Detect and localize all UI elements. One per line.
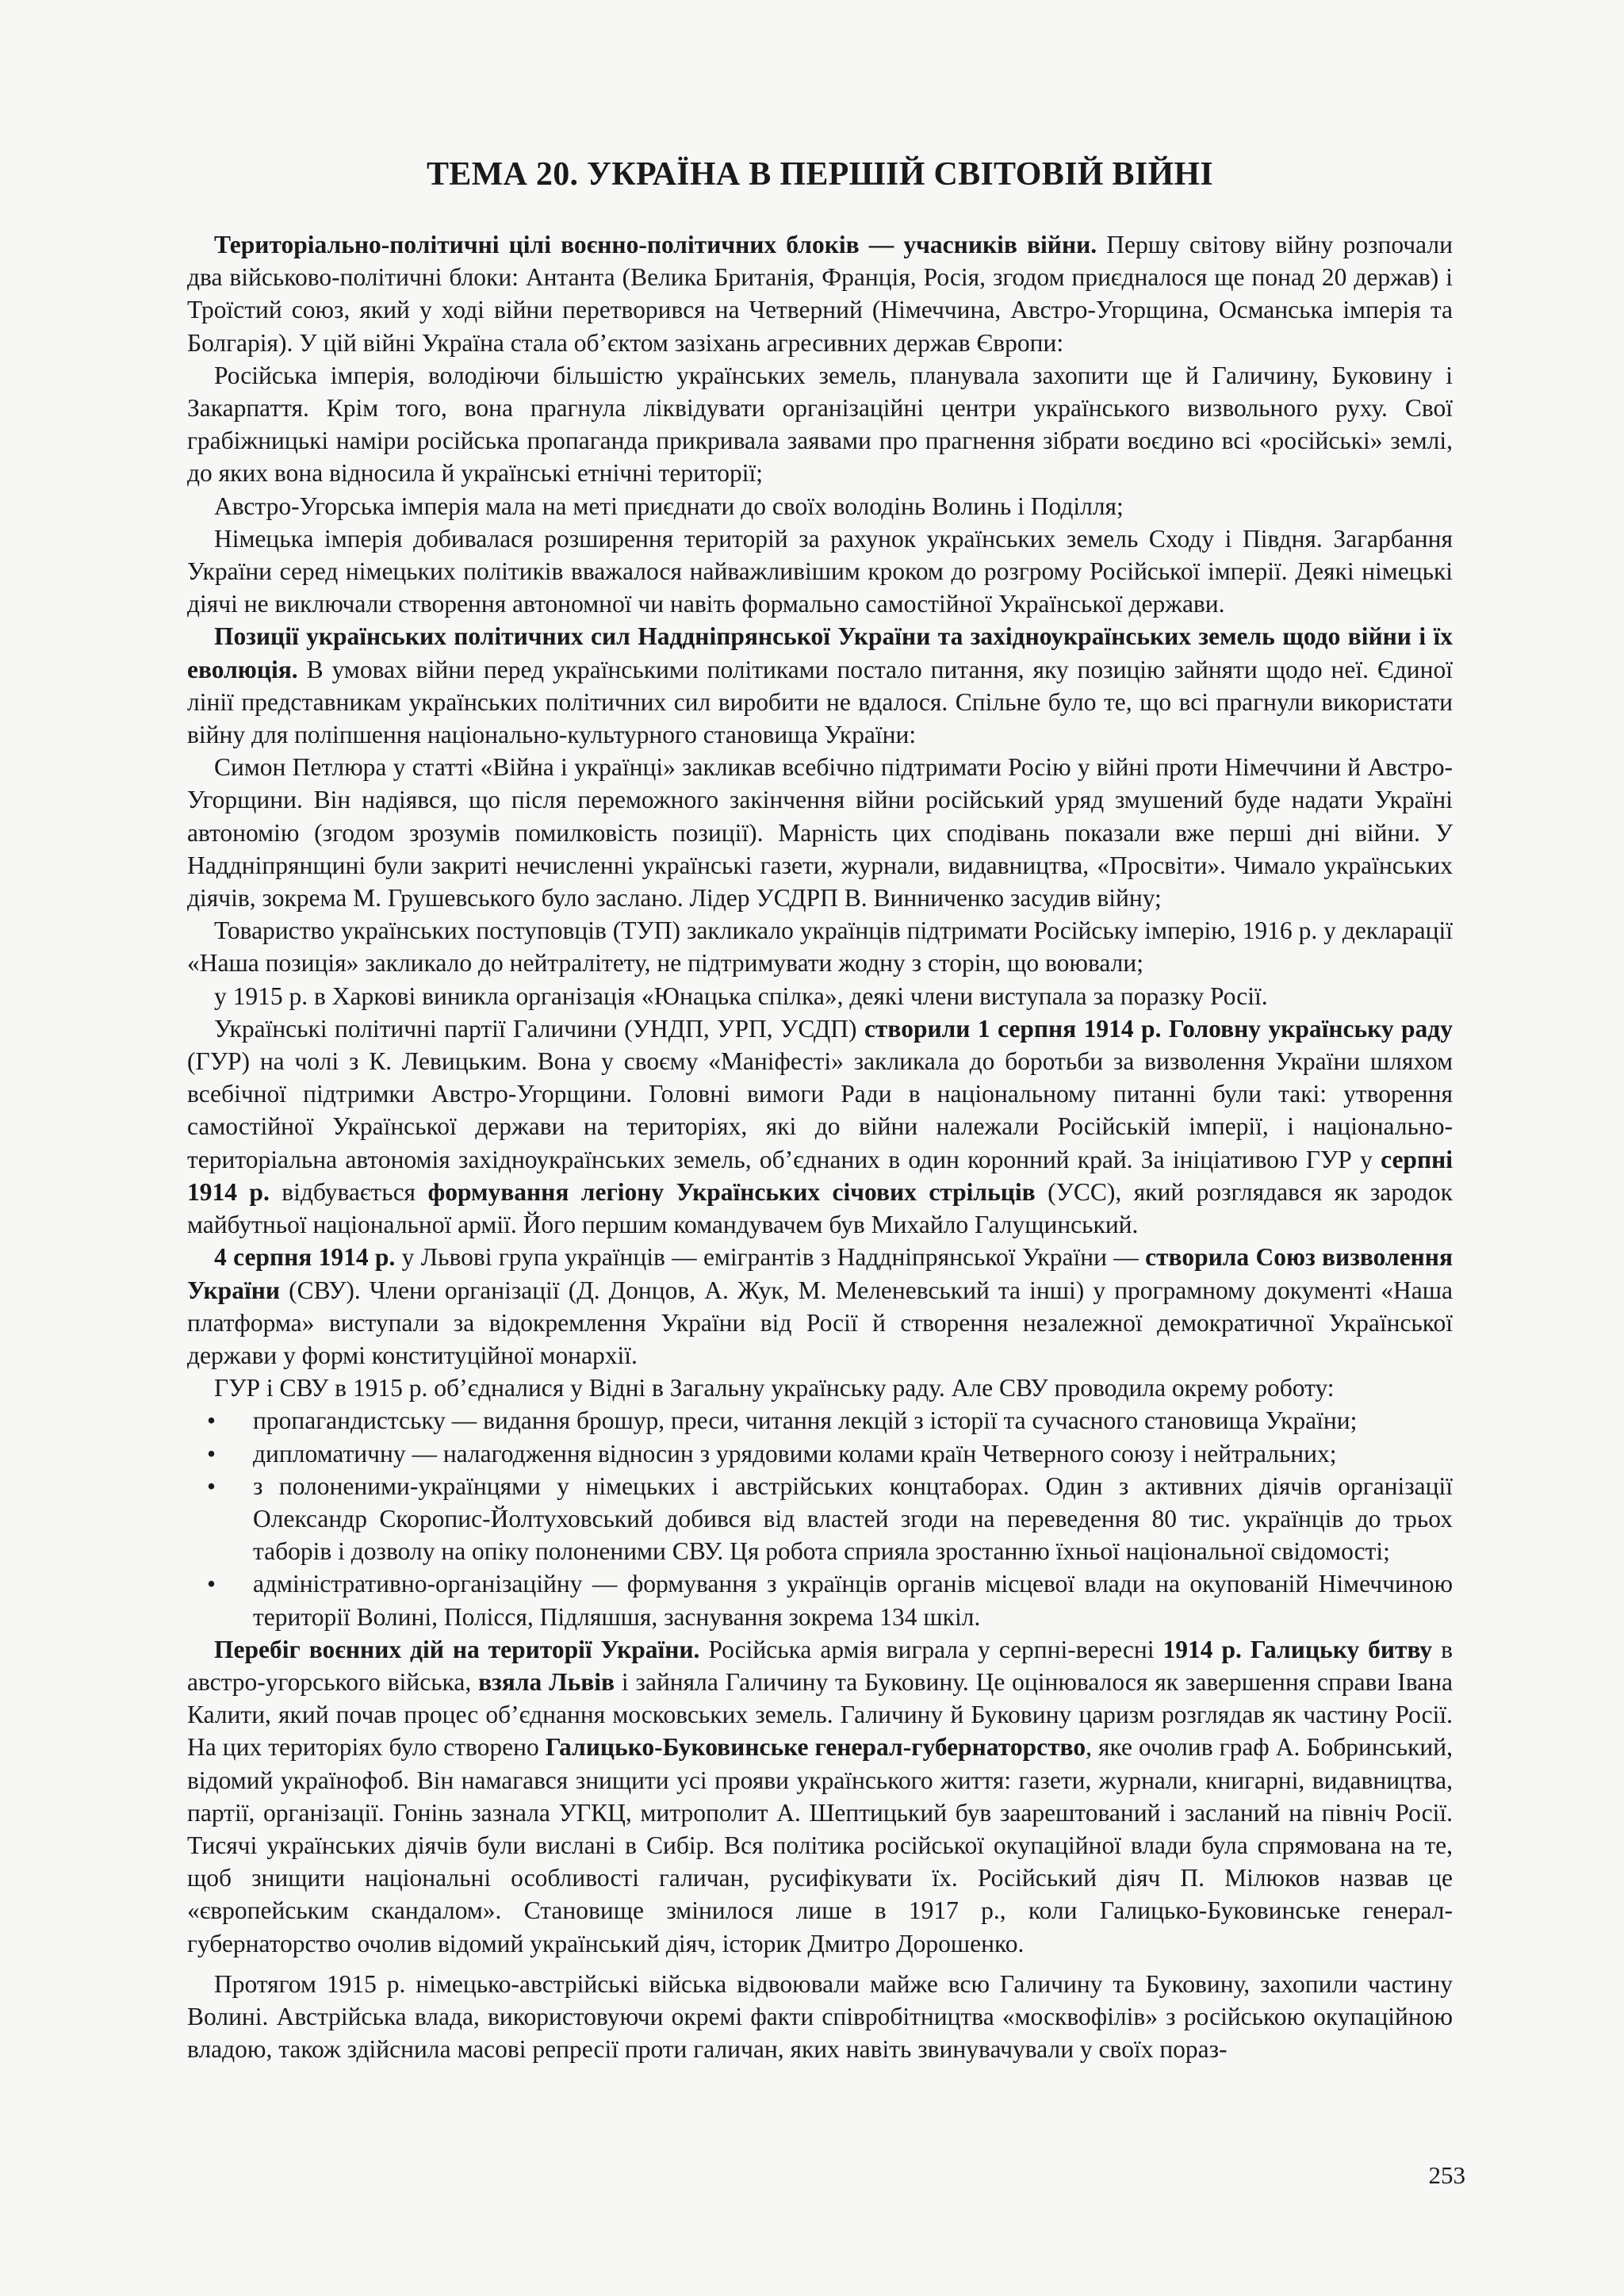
paragraph: Товариство українських поступовців (ТУП) закликало українців підтримати Російську імперію, 1916 р. у декларації «Наша позиція» закликало до нейтралітету, не підтримувати жодну з сторін, що воювали; xyxy=(187,916,1453,978)
bullet-icon: • xyxy=(207,1570,216,1598)
page-title: ТЕМА 20. УКРАЇНА В ПЕРШІЙ СВІТОВІЙ ВІЙНІ xyxy=(426,156,1214,193)
paragraph: у 1915 р. в Харкові виникла організація «Юнацька спілка», деякі члени виступала за поразку Росії. xyxy=(214,982,1268,1010)
list-item: • адміністративно-організаційну — формування з українців органів місцевої влади на окупованій Німеччиною території Волині, Полісся, Підляшшя, заснування зокрема 134 шкіл. xyxy=(187,1567,1453,1632)
paragraph: ГУР і СВУ в 1915 р. об’єдналися у Відні в Загальну українську раду. Але СВУ проводила окрему роботу: xyxy=(214,1374,1335,1402)
paragraph: Російська імперія, володіючи більшістю українських земель, планувала захопити ще й Галичину, Буковину і Закарпаття. Крім того, вона прагнула ліквідувати організаційні центри українського визвольного руху. Свої грабіжницькі наміри російська пропаганда прикривала заявами про прагнення зібрати воєдино всі «російські» землі, до яких вона відносила й українські етнічні території; xyxy=(187,361,1453,488)
paragraph: Українські політичні партії Галичини (УНДП, УРП, УСДП) створили 1 серпня 1914 р. Головну українську раду (ГУР) на чолі з К. Левицьким. Вона у своєму «Маніфесті» закликала до боротьби за визволення України шляхом всебічної підтримки Австро-Угорщини. Головні вимоги Ради в національному питанні були такі: утворення самостійної Української держави на територіях, які до війни належали Російській імперії, і національно-територіальна автономія західноукраїнських земель, об’єднаних в один коронний край. За ініціативою ГУР у серпні 1914 р. відбувається формування легіону Українських січових стрільців (УСС), який розглядався як зародок майбутньої національної армії. Його першим командувачем був Михайло Галущинський. xyxy=(187,1014,1453,1239)
paragraph: Австро-Угорська імперія мала на меті приєднати до своїх володінь Волинь і Поділля; xyxy=(214,492,1124,520)
section-heading: Перебіг воєнних дій на території України. xyxy=(214,1635,700,1663)
paragraph: Протягом 1915 р. німецько-австрійські війська відвоювали майже всю Галичину та Буковину, захопили частину Волині. Австрійська влада, використовуючи окремі факти співробітництва «москвофілів» з російською окупаційною владою, також здійснила масові репресії проти галичан, яких навіть звинувачували у своїх пораз- xyxy=(187,1969,1453,2064)
bullet-icon: • xyxy=(207,1439,216,1468)
paragraph: Німецька імперія добивалася розширення територій за рахунок українських земель Сходу і Півдня. Загарбання України серед німецьких політиків вважалося найважливішим кроком до розгрому Російської імперії. Деякі німецькі діячі не виключали створення автономної чи навіть формально самостійної Української держави. xyxy=(187,524,1453,618)
paragraph: Симон Петлюра у статті «Війна і українці» закликав всебічно підтримати Росію у війні проти Німеччини й Австро-Угорщини. Він надіявся, що після переможного закінчення війни російський уряд змушений буде надати Україні автономію (згодом зрозумів помилковість позиції). Марність цих сподівань показали вже перші дні війни. У Наддніпрянщині були закриті нечисленні українські газети, журнали, видавництва, «Просвіти». Чимало українських діячів, зокрема М. Грушевського було заслано. Лідер УСДРП В. Винниченко засудив війну; xyxy=(187,753,1453,913)
paragraph: 4 серпня 1914 р. у Львові група українців — емігрантів з Наддніпрянської України — створила Союз визволення України (СВУ). Члени організації (Д. Донцов, А. Жук, М. Меленевський та інші) у програмному документі «Наша платформа» виступали за відокремлення України від Росії й створення незалежної демократичної Української держави у формі конституційної монархії. xyxy=(187,1243,1453,1369)
paragraph: Територіально-політичні цілі воєнно-політичних блоків — учасників війни. Першу світову війну розпочали два військово-політичні блоки: Антанта (Велика Британія, Франція, Росія, згодом приєдналося ще понад 20 держав) і Троїстий союз, який у ході війни перетворився на Четверний (Німеччина, Австро-Угорщина, Османська імперія та Болгарія). У цій війні Україна стала об’єктом зазіхань агресивних держав Європи: xyxy=(187,231,1453,357)
bullet-icon: • xyxy=(207,1406,216,1435)
paragraph: Перебіг воєнних дій на території України. Російська армія виграла у серпні-вересні 1914 р. Галицьку битву в австро-угорського війська, взяла Львів і зайняла Галичину та Буковину. Це оцінювалося як завершення справи Івана Калити, який почав процес об’єднання московських земель. Галичину й Буковину царизм розглядав як частину Росії. На цих територіях було створено Галицько-Буковинське генерал-губернаторство, яке очолив граф А. Бобринський, відомий українофоб. Він намагався знищити усі прояви українського життя: газети, журнали, книгарні, видавництва, партії, організації. Гонінь зазнала УГКЦ, митрополит А. Шептицький був заарештований і засланий на північ Росії. Тисячі українських діячів були вислані в Сибір. Вся політика російської окупаційної влади була спрямована на те, щоб знищити національні особливості галичан, русифікувати їх. Російський діяч П. Мілюков назвав це «європейським скандалом». Становище змінилося лише в 1917 р., коли Галицько-Буковинське генерал-губернаторство очолив відомий український діяч, історик Дмитро Дорошенко. xyxy=(187,1635,1453,1957)
list-item: • з полоненими-українцями у німецьких і австрійських концтаборах. Один з активних діячів організації Олександр Скоропис-Йолтуховський добився від властей згоди на переведення 80 тис. українців до трьох таборів і дозволу на опіку полоненими СВУ. Ця робота сприяла зростанню їхньої національної свідомості; xyxy=(187,1470,1453,1568)
section-heading: Позиції українських політичних сил Наддніпрянської України та західноукраїнських земель щодо війни і їх еволюція. xyxy=(187,622,1453,683)
bullet-icon: • xyxy=(207,1471,216,1500)
bullet-list xyxy=(187,1404,1453,1632)
page-number: 253 xyxy=(1428,2161,1465,2189)
list-item: • дипломатичну — налагодження відносин з урядовими колами країн Четверного союзу і нейтральних; xyxy=(187,1437,1453,1470)
document-body xyxy=(187,228,1453,2065)
list-item: • пропагандистську — видання брошур, преси, читання лекцій з історії та сучасного становища України; xyxy=(187,1404,1453,1437)
paragraph: Позиції українських політичних сил Наддніпрянської України та західноукраїнських земель щодо війни і їх еволюція. В умовах війни перед українськими політиками постало питання, яку позицію зайняти щодо неї. Єдиної лінії представникам українських політичних сил виробити не вдалося. Спільне було те, що всі прагнули використати війну для поліпшення національно-культурного становища України: xyxy=(187,622,1453,749)
section-heading: Територіально-політичні цілі воєнно-політичних блоків — учасників війни. xyxy=(214,231,1097,258)
